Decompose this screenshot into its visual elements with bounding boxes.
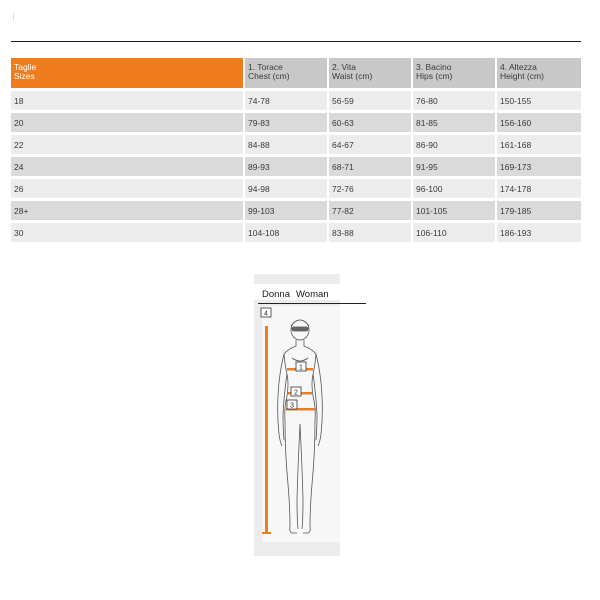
marker-2-label: 2 [294, 389, 298, 397]
chest-cell: 99-103 [244, 200, 328, 222]
size-cell: 26 [11, 178, 244, 200]
header-hips: 3. Bacino Hips (cm) [412, 58, 496, 90]
height-cell: 161-168 [496, 134, 581, 156]
size-cell: 20 [11, 112, 244, 134]
body-outline [278, 320, 323, 533]
table-row [11, 134, 581, 156]
hips-cell: 76-80 [412, 90, 496, 112]
height-cell: 169-173 [496, 156, 581, 178]
waist-cell: 60-63 [328, 112, 412, 134]
waist-cell: 68-71 [328, 156, 412, 178]
size-cell: 30 [11, 222, 244, 243]
table-row [11, 90, 581, 112]
figure-title-en: Woman [296, 289, 329, 300]
waist-cell: 72-76 [328, 178, 412, 200]
waist-cell: 56-59 [328, 90, 412, 112]
size-cell: 28+ [11, 200, 244, 222]
chest-cell: 74-78 [244, 90, 328, 112]
goggles [292, 327, 308, 331]
figure-title-it: Donna [262, 289, 290, 300]
header-sizes: Taglie Sizes [11, 58, 244, 90]
size-cell: 18 [11, 90, 244, 112]
table-header-row [11, 58, 581, 90]
height-cell: 179-185 [496, 200, 581, 222]
hips-cell: 101-105 [412, 200, 496, 222]
height-measure-bar [265, 326, 268, 534]
waist-cell: 77-82 [328, 200, 412, 222]
size-chart-table [11, 58, 581, 242]
top-divider [11, 41, 581, 42]
marker-3-label: 3 [290, 402, 294, 410]
chest-cell: 104-108 [244, 222, 328, 243]
hips-cell: 91-95 [412, 156, 496, 178]
table-row [11, 200, 581, 222]
corner-mark [13, 13, 14, 21]
swim-cap [291, 320, 309, 326]
height-measure-base [262, 532, 271, 534]
size-cell: 24 [11, 156, 244, 178]
hips-cell: 96-100 [412, 178, 496, 200]
height-cell: 150-155 [496, 90, 581, 112]
hips-cell: 81-85 [412, 112, 496, 134]
height-cell: 186-193 [496, 222, 581, 243]
chest-cell: 84-88 [244, 134, 328, 156]
header-height: 4. Altezza Height (cm) [496, 58, 581, 90]
chest-cell: 89-93 [244, 156, 328, 178]
hips-cell: 86-90 [412, 134, 496, 156]
size-cell: 22 [11, 134, 244, 156]
table-row [11, 112, 581, 134]
height-cell: 174-178 [496, 178, 581, 200]
marker-1-label: 1 [299, 364, 303, 372]
table-row [11, 222, 581, 243]
marker-4-label: 4 [264, 310, 268, 318]
height-cell: 156-160 [496, 112, 581, 134]
table-row [11, 156, 581, 178]
chest-cell: 79-83 [244, 112, 328, 134]
waist-cell: 83-88 [328, 222, 412, 243]
header-chest: 1. Torace Chest (cm) [244, 58, 328, 90]
table-row [11, 178, 581, 200]
hips-cell: 106-110 [412, 222, 496, 243]
waist-cell: 64-67 [328, 134, 412, 156]
header-waist: 2. Vita Waist (cm) [328, 58, 412, 90]
woman-silhouette-illustration [254, 274, 340, 556]
chest-cell: 94-98 [244, 178, 328, 200]
